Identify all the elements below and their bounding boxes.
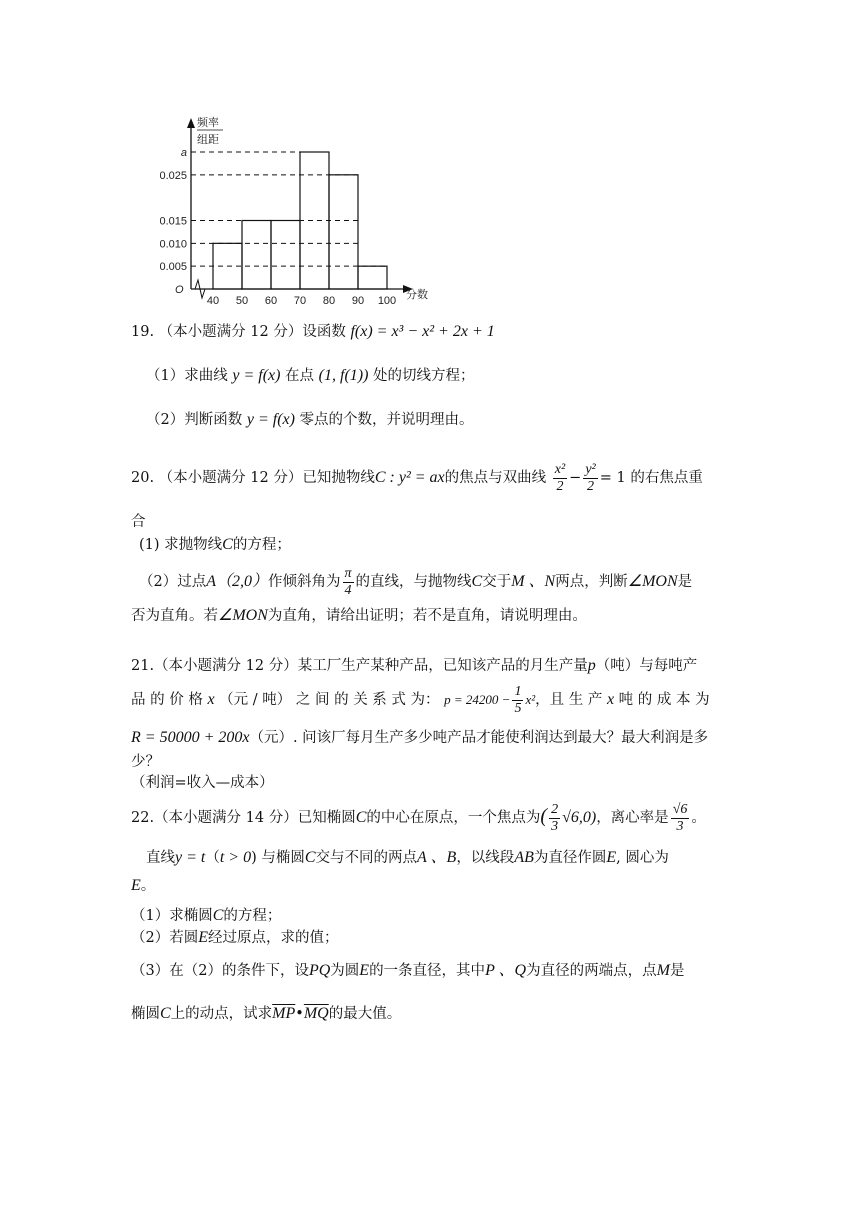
math: M 、N [511,573,556,590]
text: 直线 [146,850,175,866]
x-axis-label: 分数 [406,289,428,301]
y-axis-arrow [187,118,195,128]
text: 椭圆 [131,1006,160,1022]
num: π [344,565,352,581]
histogram-bar [329,175,358,289]
math: t > 0 [219,849,252,866]
vector-mp: $\overline{MP}$ [272,1005,296,1022]
q22-part2 [131,928,339,948]
den: 2 [556,478,564,494]
text: , 圆心为 [616,850,669,866]
origin-label: O [175,284,184,296]
text: 的焦点与双曲线 [444,470,547,486]
y-tick-label: 0.025 [159,169,187,182]
num: 1 [514,683,522,699]
y-tick-label: 0.010 [159,238,187,251]
histogram-bar [300,152,329,289]
text: 为圆 [330,963,360,979]
num: x² [554,461,566,477]
math: E [359,962,370,979]
text: 20. （本小题满分 12 分）已知抛物线 [131,470,375,486]
q19-part1 [146,366,475,386]
text: （元 / 吨） 之 间 的 关 系 式 为： [219,692,440,708]
num: y² [585,461,596,477]
text: 处的切线方程； [368,368,475,384]
text: 品 的 价 格 [131,692,203,708]
text: = 1 的右焦点重 [599,470,703,486]
den: 4 [344,582,352,598]
text: (1) 求抛物线 [139,537,223,553]
text: （1）求曲线 [146,368,233,384]
q21-line1 [131,656,697,676]
text: 合 [131,514,146,530]
math: x [207,691,215,708]
text: 是 [669,963,685,979]
q20-title: 20. （本小题满分 12 分）已知抛物线C : y² = ax的焦点与双曲线 $\frac{\text{x²}}{2}$ − $\frac{\text{y²}}{2}$ = 1 的右焦点重 [131,461,703,494]
q20-wrap [131,512,146,532]
math: PQ [308,962,331,979]
x-tick-label: 40 [206,295,220,307]
x-tick-label: 100 [377,295,397,307]
y-tick-label: a [180,147,187,159]
text: 经过原点，求的值； [208,930,339,946]
text: （2）若圆 [131,930,199,946]
math: y = t [175,849,206,866]
math: AB [514,849,534,866]
fraction-2-over-3 [549,802,560,835]
fraction-x2-over-2 [553,462,567,495]
text: 的一条直径，其中 [369,963,486,979]
x-tick-label: 90 [351,295,365,307]
x-tick-label: 60 [264,295,278,307]
text: 为直径作圆 [533,850,607,866]
q22-part3-cont [131,1004,401,1024]
text: 的最大值。 [328,1006,402,1022]
fraction-sqrt6-over-3 [671,802,690,835]
histogram-bar [242,221,271,290]
math: A 、B [417,849,457,866]
vector-mq: $\overline{MQ}$ [303,1005,329,1022]
den: 3 [551,818,559,834]
q19-function: f(x) = x³ − x² + 2x + 1 [350,323,495,340]
text: 22.（本小题满分 14 分）已知椭圆 [131,810,356,826]
q19-part2 [146,410,474,430]
q20-part2-cont [131,606,587,626]
text: ，以线段 [456,850,515,866]
text: （1）求椭圆 [131,908,213,924]
num: √6 [672,801,688,817]
math: C [471,573,483,590]
x-tick-label: 50 [235,295,249,307]
text: 作倾斜角为 [268,574,341,590]
text: ，且 生 产 [535,692,603,708]
math: P 、Q [485,962,527,979]
text: （元）. 问该厂每月生产多少吨产品才能使利润达到最大？最大利润是多 [249,730,709,746]
math: (1, f(1)) [318,367,369,384]
math: C [304,849,316,866]
math: C [160,1005,171,1022]
text: 的直线，与抛物线 [355,574,472,590]
fraction-y2-over-2 [583,462,597,495]
math: x [606,691,615,708]
math: √6,0) [562,809,597,826]
text: ，离心率是 [596,810,669,826]
text: 为直径的两端点，点 [526,963,657,979]
text: （2）过点 [139,574,207,590]
text: 是 [677,574,693,590]
dot: • [295,1006,304,1022]
text: 上的动点，试求 [170,1006,273,1022]
y-tick-label: 0.005 [159,261,187,274]
math: E [606,849,617,866]
math: M [656,962,670,979]
text: 的中心在原点，一个焦点为 [366,810,541,826]
math: C [212,907,224,924]
q19-title [131,322,495,342]
math: x² [525,692,536,707]
math: C : y² = ax [374,469,445,486]
den: 3 [676,818,684,834]
histogram-bar [358,266,387,289]
frequency-histogram [155,112,455,307]
q22-part1 [131,906,281,926]
math: p = 24200 − [444,692,511,707]
text: （ [205,850,220,866]
math: E [131,877,141,894]
text: 在点 [280,368,319,384]
q19-head: 19. （本小题满分 12 分）设函数 [131,324,351,340]
x-tick-label: 70 [293,295,307,307]
y-label-bottom: 组距 [197,134,219,146]
text: 交与不同的两点 [315,850,418,866]
q22-line1: 22.（本小题满分 14 分）已知椭圆C的中心在原点，一个焦点为( $\frac{2}{3}$ √6,0)，离心率是 $\frac{√6}{3}$ 。 [131,801,706,834]
text: （3）在（2）的条件下，设 [131,963,309,979]
den: 5 [514,700,522,716]
text: 的方程； [232,537,291,553]
y-tick-label: 0.015 [159,215,187,228]
math: A（2,0） [206,573,269,590]
text: 的方程； [223,908,282,924]
x-tick-label: 80 [322,295,336,307]
fraction-pi-over-4 [343,566,354,599]
q21-line5 [131,773,274,793]
text: 否为直角。若 [131,608,218,624]
text: 零点的个数，并说明理由。 [294,412,474,428]
text: 交于 [482,574,512,590]
y-label-top: 频率 [197,117,219,129]
text: 少？ [131,754,160,770]
q21-line2 [131,680,710,720]
q21-line3 [131,728,708,748]
q22-part3 [131,961,684,981]
math: C [355,809,367,826]
num: 2 [551,801,559,817]
text: 。 [140,878,156,894]
text: （2）判断函数 [146,412,247,428]
q22-line2 [146,848,669,868]
math: y = f(x) [246,411,295,428]
text: （吨）与每吨产 [595,658,698,674]
math: ∠MON [627,573,678,590]
text: 吨 的 成 本 为 [618,692,710,708]
math: E [198,929,209,946]
math: y = f(x) [232,367,281,384]
math: R = 50000 + 200x [131,729,250,746]
fraction-1-over-5 [512,684,523,717]
math: C [222,536,233,553]
math: ∠MON [218,607,268,624]
q20-part1 [139,535,291,555]
text: 。 [691,810,706,826]
text: 为直角，请给出证明；若不是直角，请说明理由。 [267,608,587,624]
text: ) 与椭圆 [251,850,305,866]
den: 2 [587,478,595,494]
math: p [587,657,596,674]
q21-line4 [131,752,160,772]
q22-line3 [131,876,155,896]
q20-part2 [139,562,692,602]
text: 两点，判断 [555,574,628,590]
text: 21.（本小题满分 12 分）某工厂生产某种产品，已知该产品的月生产量 [131,658,588,674]
histogram-bar [271,221,300,290]
text: （利润=收入—成本） [131,775,274,791]
